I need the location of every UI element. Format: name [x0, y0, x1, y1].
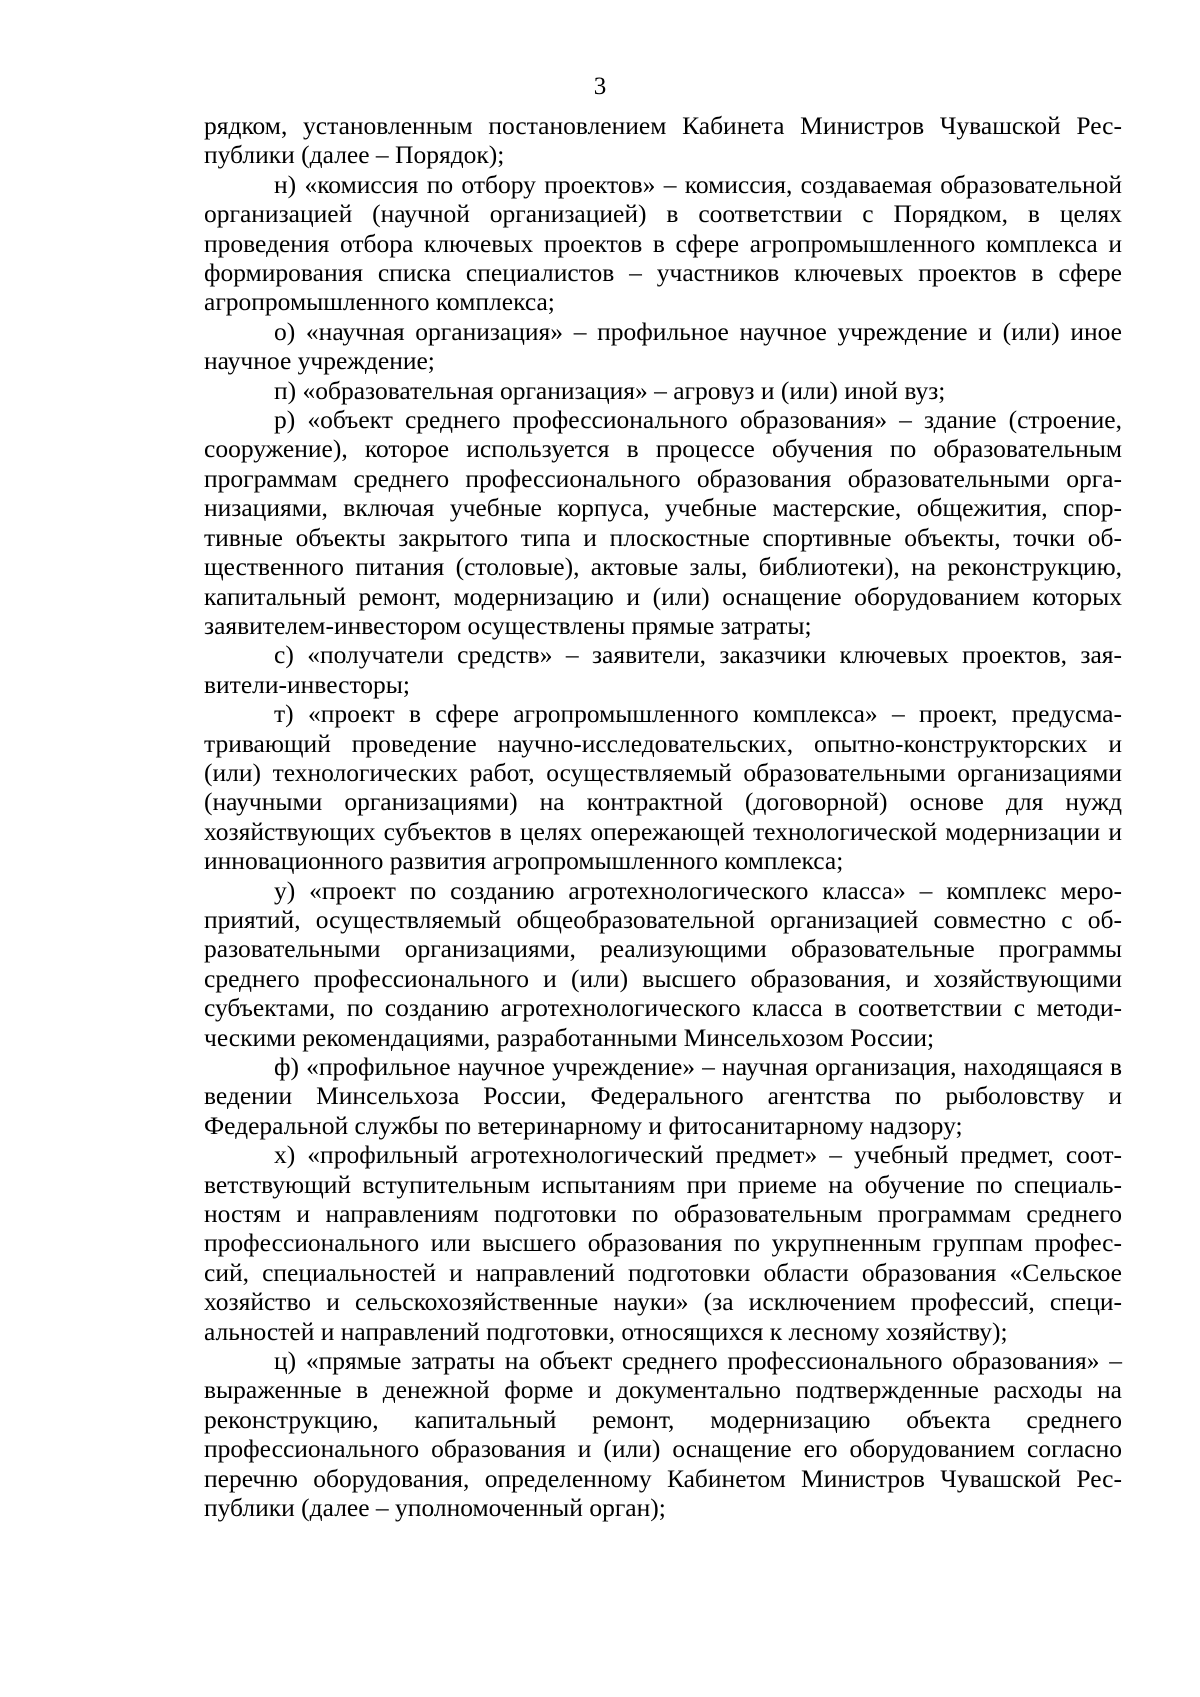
- paragraph-p-educational-organization: п) «образовательная организация» – агровуз и (или) иной вуз;: [274, 375, 946, 405]
- page-number: 3: [593, 73, 607, 100]
- document-body: [204, 111, 1122, 1523]
- paragraph-t-agro-project: т) «проект в сфере агропромышленного комплекса» – проект, предусматривающий проведение научно-исследовательских, опытно-конструкторских и (или) технологических работ, осуществляемый образовательными организациями (научными организациями) на контрактной (договорной) основе для нужд хозяйствующих субъектов в целях опережающей технологической модернизации и инновационного развития агропромышленного комплекса;: [204, 699, 1122, 876]
- paragraph-o-scientific-organization: о) «научная организация» – профильное научное учреждение и (или) иное научное учреждение;: [204, 316, 1122, 376]
- paragraph-ts-direct-costs: ц) «прямые затраты на объект среднего профессионального образования» – выраженные в денежной форме и документально подтвержденные расходы на реконструкцию, капитальный ремонт, модернизацию объекта среднего профессионального образования и (или) оснащение его оборудованием согласно перечню оборудования, определенному Кабинетом Министров Чувашской Республики (далее – уполномоченный орган);: [204, 1346, 1122, 1523]
- paragraph-u-agrotech-class: у) «проект по созданию агротехнологического класса» – комплекс мероприятий, осуществляемый общеобразовательной организацией совместно с образовательными организациями, реализующими образовательные программы среднего профессионального и (или) высшего образования, и хозяйствующими субъектами, по созданию агротехнологического класса в соответствии с методическими рекомендациями, разработанными Минсельхозом России;: [204, 875, 1122, 1052]
- paragraph-s-recipients: с) «получатели средств» – заявители, заказчики ключевых проектов, заявители-инвесторы;: [204, 640, 1122, 699]
- paragraph-r-vocational-object: р) «объект среднего профессионального образования» – здание (строение, сооружение), которое используется в процессе обучения по образовательным программам среднего профессионального образования образовательными организациями, включая учебные корпуса, учебные мастерские, общежития, спортивные объекты закрытого типа и плоскостные спортивные объекты, точки общественного питания (столовые), актовые залы, библиотеки), на реконструкцию, капитальный ремонт, модернизацию и (или) оснащение оборудованием которых заявителем-инвестором осуществлены прямые затраты;: [204, 405, 1122, 640]
- paragraph-f-research-institution: ф) «профильное научное учреждение» – научная организация, находящаяся в ведении Минсельхоза России, Федерального агентства по рыболовству и Федеральной службы по ветеринарному и фитосанитарному надзору;: [204, 1052, 1122, 1140]
- paragraph-continuation: рядком, установленным постановлением Кабинета Министров Чувашской Республики (далее – Порядок);: [204, 111, 1122, 170]
- paragraph-h-agrotech-subject: х) «профильный агротехнологический предмет» – учебный предмет, соответствующий вступительным испытаниям при приеме на обучение по специальностям и направлениям подготовки по образовательным программам среднего профессионального или высшего образования по укрупненным группам профессий, специальностей и направлений подготовки области образования «Сельское хозяйство и сельскохозяйственные науки» (за исключением профессий, специальностей и направлений подготовки, относящихся к лесному хозяйству);: [204, 1140, 1122, 1346]
- paragraph-n-commission: н) «комиссия по отбору проектов» – комиссия, создаваемая образовательной организацией (научной организацией) в соответствии с Порядком, в целях проведения отбора ключевых проектов в сфере агропромышленного комплекса и формирования списка специалистов – участников ключевых проектов в сфере агропромышленного комплекса;: [204, 169, 1122, 317]
